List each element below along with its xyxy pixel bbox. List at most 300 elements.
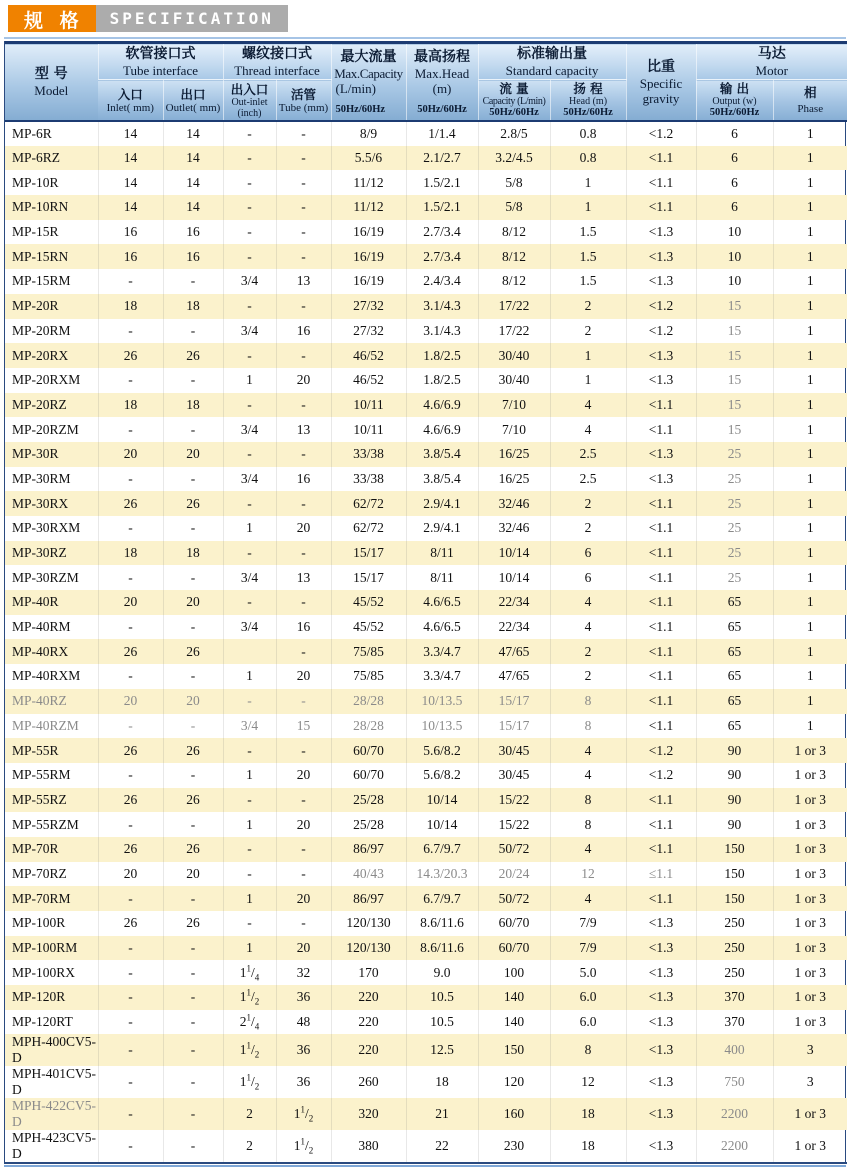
cell-gravity: <1.1 <box>626 837 696 862</box>
cell-tube: - <box>276 689 331 714</box>
cell-out-inlet: 3/4 <box>223 467 276 492</box>
cell-capacity: 30/45 <box>478 763 550 788</box>
cell-model: MP-6RZ <box>12 150 61 166</box>
cell-head: 6.0 <box>550 1010 626 1035</box>
cell-output: 10 <box>696 220 773 245</box>
cell-phase: 1 <box>773 516 847 541</box>
cell-max-capacity: 28/28 <box>331 689 406 714</box>
cell-tube: - <box>276 146 331 171</box>
cell-gravity: <1.3 <box>626 368 696 393</box>
cell-tube: 20 <box>276 763 331 788</box>
cell-phase: 3 <box>773 1066 847 1098</box>
cell-model: MP-40R <box>12 594 59 610</box>
section-title-bar <box>8 5 850 32</box>
cell-out-inlet: 3/4 <box>223 417 276 442</box>
cell-head: 4 <box>550 590 626 615</box>
cell-tube: 20 <box>276 664 331 689</box>
cell-tube: 13 <box>276 269 331 294</box>
cell-gravity: <1.1 <box>626 491 696 516</box>
cell-max-head: 10/14 <box>406 812 478 837</box>
cell-outlet: - <box>163 615 223 640</box>
cell-gravity: <1.3 <box>626 343 696 368</box>
cell-gravity: <1.3 <box>626 244 696 269</box>
cell-max-head: 5.6/8.2 <box>406 763 478 788</box>
cell-gravity: <1.1 <box>626 714 696 739</box>
cell-output: 25 <box>696 467 773 492</box>
cell-phase: 1 <box>773 689 847 714</box>
cell-inlet: - <box>98 319 163 344</box>
cell-model: MP-120RT <box>12 1014 73 1030</box>
cell-max-capacity: 10/11 <box>331 417 406 442</box>
cell-outlet: 14 <box>163 195 223 220</box>
table-row <box>5 862 847 887</box>
cell-max-head: 4.6/6.9 <box>406 417 478 442</box>
cell-tube: 20 <box>276 368 331 393</box>
cell-tube: - <box>276 738 331 763</box>
cell-model: MP-15RN <box>12 248 69 264</box>
cell-inlet: 26 <box>98 911 163 936</box>
cell-max-head: 10.5 <box>406 1010 478 1035</box>
cell-capacity: 16/25 <box>478 442 550 467</box>
table-row <box>5 195 847 220</box>
cell-tube: 36 <box>276 985 331 1010</box>
section-title-en: SPECIFICATION <box>96 5 288 32</box>
cell-outlet: - <box>163 985 223 1010</box>
cell-output: 15 <box>696 368 773 393</box>
cell-head: 0.8 <box>550 146 626 171</box>
cell-out-inlet: $1^1/_2$ <box>223 1066 276 1098</box>
cell-max-head: 10/14 <box>406 788 478 813</box>
cell-head: 4 <box>550 738 626 763</box>
cell-tube: - <box>276 195 331 220</box>
cell-tube: 20 <box>276 936 331 961</box>
cell-max-capacity: 25/28 <box>331 812 406 837</box>
cell-output: 65 <box>696 664 773 689</box>
table-row <box>5 220 847 245</box>
cell-outlet: - <box>163 812 223 837</box>
cell-max-capacity: 320 <box>331 1098 406 1130</box>
cell-gravity: <1.1 <box>626 664 696 689</box>
table-row <box>5 319 847 344</box>
cell-phase: 1 <box>773 615 847 640</box>
cell-gravity: <1.3 <box>626 1010 696 1035</box>
cell-gravity: <1.3 <box>626 220 696 245</box>
cell-max-head: 3.1/4.3 <box>406 294 478 319</box>
cell-capacity: 15/22 <box>478 788 550 813</box>
cell-max-head: 2.7/3.4 <box>406 220 478 245</box>
cell-inlet: 16 <box>98 220 163 245</box>
cell-model: MP-15R <box>12 224 59 240</box>
cell-out-inlet: 1 <box>223 763 276 788</box>
cell-output: 370 <box>696 1010 773 1035</box>
table-row <box>5 541 847 566</box>
cell-inlet: - <box>98 1034 163 1066</box>
cell-max-capacity: 45/52 <box>331 615 406 640</box>
cell-inlet: 16 <box>98 244 163 269</box>
cell-inlet: 20 <box>98 442 163 467</box>
cell-capacity: 10/14 <box>478 565 550 590</box>
cell-out-inlet: $2^1/_4$ <box>223 1010 276 1035</box>
cell-gravity: <1.1 <box>626 516 696 541</box>
cell-out-inlet: - <box>223 541 276 566</box>
cell-gravity: <1.1 <box>626 590 696 615</box>
cell-model: MP-30RXM <box>12 520 81 536</box>
table-row <box>5 146 847 171</box>
cell-outlet: - <box>163 714 223 739</box>
spec-table <box>5 41 847 1164</box>
cell-gravity: <1.1 <box>626 195 696 220</box>
cell-inlet: 20 <box>98 862 163 887</box>
cell-outlet: - <box>163 269 223 294</box>
cell-phase: 1 or 3 <box>773 837 847 862</box>
cell-outlet: 20 <box>163 590 223 615</box>
cell-phase: 1 <box>773 121 847 146</box>
cell-model: MP-30R <box>12 446 59 462</box>
cell-max-head: 3.3/4.7 <box>406 664 478 689</box>
table-row <box>5 886 847 911</box>
cell-phase: 1 <box>773 467 847 492</box>
cell-head: 2 <box>550 491 626 516</box>
cell-tube: 36 <box>276 1034 331 1066</box>
col-header-output: 输 出 Output (w) 50Hz/60Hz <box>696 80 773 122</box>
spec-table-header <box>5 43 847 122</box>
cell-tube: - <box>276 911 331 936</box>
col-group-standard-capacity: 标准输出量 Standard capacity <box>478 43 626 80</box>
cell-model: MP-20RZM <box>12 421 79 437</box>
cell-model: MP-6R <box>12 125 52 141</box>
cell-tube: $1^1/_2$ <box>276 1098 331 1130</box>
cell-max-head: 3.8/5.4 <box>406 442 478 467</box>
cell-out-inlet: - <box>223 195 276 220</box>
cell-out-inlet: - <box>223 491 276 516</box>
col-header-head: 扬 程 Head (m) 50Hz/60Hz <box>550 80 626 122</box>
cell-max-head: 21 <box>406 1098 478 1130</box>
cell-model: MP-20RZ <box>12 396 67 412</box>
cell-tube: - <box>276 590 331 615</box>
cell-output: 150 <box>696 886 773 911</box>
cell-capacity: 230 <box>478 1130 550 1163</box>
cell-max-capacity: 62/72 <box>331 516 406 541</box>
cell-max-capacity: 28/28 <box>331 714 406 739</box>
cell-inlet: - <box>98 714 163 739</box>
table-row <box>5 565 847 590</box>
cell-tube: - <box>276 788 331 813</box>
cell-out-inlet: - <box>223 590 276 615</box>
cell-outlet: - <box>163 1034 223 1066</box>
cell-max-head: 2.9/4.1 <box>406 491 478 516</box>
cell-head: 8 <box>550 788 626 813</box>
cell-head: 2.5 <box>550 442 626 467</box>
cell-phase: 1 or 3 <box>773 763 847 788</box>
cell-gravity: <1.3 <box>626 1034 696 1066</box>
cell-capacity: 22/34 <box>478 590 550 615</box>
cell-max-capacity: 15/17 <box>331 565 406 590</box>
cell-max-capacity: 33/38 <box>331 442 406 467</box>
cell-phase: 1 <box>773 639 847 664</box>
cell-outlet: 26 <box>163 491 223 516</box>
cell-gravity: <1.2 <box>626 319 696 344</box>
cell-output: 150 <box>696 862 773 887</box>
cell-output: 6 <box>696 170 773 195</box>
cell-inlet: - <box>98 1098 163 1130</box>
table-row <box>5 269 847 294</box>
cell-max-capacity: 11/12 <box>331 195 406 220</box>
cell-head: 8 <box>550 1034 626 1066</box>
cell-model: MP-30RM <box>12 470 71 486</box>
cell-out-inlet: - <box>223 121 276 146</box>
col-group-tube-interface: 软管接口式 Tube interface <box>98 43 223 80</box>
cell-max-capacity: 45/52 <box>331 590 406 615</box>
cell-gravity: <1.1 <box>626 788 696 813</box>
cell-inlet: - <box>98 1010 163 1035</box>
cell-gravity: <1.1 <box>626 170 696 195</box>
cell-tube: - <box>276 294 331 319</box>
cell-model: MP-30RZM <box>12 569 79 585</box>
cell-inlet: - <box>98 763 163 788</box>
cell-tube: - <box>276 541 331 566</box>
cell-max-head: 12.5 <box>406 1034 478 1066</box>
cell-out-inlet: 2 <box>223 1098 276 1130</box>
cell-max-capacity: 10/11 <box>331 393 406 418</box>
cell-model: MP-40RXM <box>12 668 81 684</box>
cell-inlet: 14 <box>98 121 163 146</box>
cell-inlet: - <box>98 1130 163 1163</box>
col-header-max-capacity: 最大流量 Max.Capacity (L/min) 50Hz/60Hz <box>331 43 406 122</box>
cell-out-inlet: - <box>223 294 276 319</box>
cell-output: 25 <box>696 565 773 590</box>
cell-outlet: - <box>163 936 223 961</box>
cell-max-capacity: 86/97 <box>331 886 406 911</box>
spec-table-body <box>5 121 847 1163</box>
cell-out-inlet: - <box>223 146 276 171</box>
col-header-outlet: 出口 Outlet( mm) <box>163 80 223 122</box>
cell-model: MP-70R <box>12 841 59 857</box>
cell-model: MP-20RM <box>12 322 71 338</box>
cell-outlet: 26 <box>163 639 223 664</box>
cell-output: 250 <box>696 936 773 961</box>
cell-outlet: - <box>163 516 223 541</box>
cell-head: 2 <box>550 639 626 664</box>
cell-tube: - <box>276 244 331 269</box>
cell-model: MP-40RZ <box>12 693 67 709</box>
table-row <box>5 393 847 418</box>
cell-capacity: 120 <box>478 1066 550 1098</box>
cell-model: MP-10RN <box>12 199 69 215</box>
cell-max-head: 8/11 <box>406 565 478 590</box>
col-header-phase: 相 Phase <box>773 80 847 122</box>
cell-head: 7/9 <box>550 911 626 936</box>
cell-max-capacity: 60/70 <box>331 738 406 763</box>
cell-max-head: 10.5 <box>406 985 478 1010</box>
cell-max-capacity: 16/19 <box>331 269 406 294</box>
cell-head: 4 <box>550 886 626 911</box>
cell-head: 12 <box>550 862 626 887</box>
cell-head: 1 <box>550 170 626 195</box>
cell-tube: 13 <box>276 417 331 442</box>
cell-head: 18 <box>550 1130 626 1163</box>
table-row <box>5 1034 847 1066</box>
cell-phase: 1 or 3 <box>773 936 847 961</box>
cell-capacity: 60/70 <box>478 911 550 936</box>
cell-capacity: 150 <box>478 1034 550 1066</box>
cell-out-inlet: 1 <box>223 664 276 689</box>
cell-capacity: 7/10 <box>478 393 550 418</box>
cell-head: 4 <box>550 763 626 788</box>
cell-phase: 1 or 3 <box>773 862 847 887</box>
cell-gravity: <1.3 <box>626 269 696 294</box>
cell-outlet: 14 <box>163 121 223 146</box>
cell-gravity: <1.3 <box>626 985 696 1010</box>
cell-max-head: 10/13.5 <box>406 714 478 739</box>
cell-phase: 1 <box>773 343 847 368</box>
cell-output: 90 <box>696 812 773 837</box>
cell-capacity: 17/22 <box>478 294 550 319</box>
cell-capacity: 20/24 <box>478 862 550 887</box>
cell-inlet: 26 <box>98 738 163 763</box>
cell-max-capacity: 220 <box>331 1034 406 1066</box>
cell-tube: 16 <box>276 467 331 492</box>
cell-out-inlet <box>223 639 276 664</box>
cell-phase: 1 <box>773 442 847 467</box>
cell-capacity: 22/34 <box>478 615 550 640</box>
cell-gravity: <1.1 <box>626 812 696 837</box>
cell-tube: - <box>276 121 331 146</box>
cell-max-capacity: 46/52 <box>331 368 406 393</box>
table-row <box>5 960 847 985</box>
cell-phase: 1 <box>773 368 847 393</box>
table-row <box>5 837 847 862</box>
cell-inlet: 26 <box>98 837 163 862</box>
cell-max-head: 22 <box>406 1130 478 1163</box>
cell-capacity: 140 <box>478 985 550 1010</box>
cell-out-inlet: 2 <box>223 1130 276 1163</box>
cell-phase: 1 <box>773 714 847 739</box>
cell-max-capacity: 120/130 <box>331 911 406 936</box>
cell-outlet: 18 <box>163 393 223 418</box>
cell-output: 250 <box>696 911 773 936</box>
cell-max-head: 4.6/6.9 <box>406 393 478 418</box>
cell-output: 65 <box>696 639 773 664</box>
cell-max-head: 1.5/2.1 <box>406 195 478 220</box>
cell-max-capacity: 25/28 <box>331 788 406 813</box>
cell-max-head: 3.8/5.4 <box>406 467 478 492</box>
cell-inlet: 26 <box>98 491 163 516</box>
cell-capacity: 8/12 <box>478 244 550 269</box>
cell-out-inlet: - <box>223 170 276 195</box>
cell-max-head: 6.7/9.7 <box>406 837 478 862</box>
cell-tube: 13 <box>276 565 331 590</box>
table-row <box>5 417 847 442</box>
cell-head: 12 <box>550 1066 626 1098</box>
cell-phase: 1 or 3 <box>773 1010 847 1035</box>
cell-inlet: 18 <box>98 393 163 418</box>
cell-output: 25 <box>696 442 773 467</box>
cell-capacity: 30/40 <box>478 343 550 368</box>
cell-outlet: - <box>163 467 223 492</box>
cell-model: MPH-422CV5-D <box>12 1098 97 1130</box>
cell-model: MP-120R <box>12 989 66 1005</box>
cell-inlet: - <box>98 1066 163 1098</box>
cell-tube: 15 <box>276 714 331 739</box>
cell-phase: 1 <box>773 417 847 442</box>
table-row <box>5 294 847 319</box>
table-row <box>5 714 847 739</box>
cell-capacity: 30/40 <box>478 368 550 393</box>
cell-model: MP-100RM <box>12 940 78 956</box>
cell-outlet: - <box>163 565 223 590</box>
cell-inlet: - <box>98 936 163 961</box>
cell-outlet: - <box>163 417 223 442</box>
cell-outlet: 26 <box>163 343 223 368</box>
cell-max-head: 2.7/3.4 <box>406 244 478 269</box>
cell-outlet: 26 <box>163 911 223 936</box>
cell-phase: 1 or 3 <box>773 788 847 813</box>
cell-inlet: 26 <box>98 639 163 664</box>
table-row <box>5 936 847 961</box>
cell-head: 4 <box>550 615 626 640</box>
cell-phase: 1 <box>773 393 847 418</box>
cell-inlet: - <box>98 516 163 541</box>
cell-outlet: 26 <box>163 788 223 813</box>
cell-capacity: 30/45 <box>478 738 550 763</box>
cell-phase: 1 or 3 <box>773 985 847 1010</box>
cell-phase: 1 <box>773 170 847 195</box>
cell-outlet: - <box>163 763 223 788</box>
cell-inlet: 26 <box>98 788 163 813</box>
cell-outlet: 20 <box>163 862 223 887</box>
cell-max-capacity: 16/19 <box>331 244 406 269</box>
cell-model: MP-55RZ <box>12 791 67 807</box>
cell-gravity: <1.1 <box>626 417 696 442</box>
cell-tube: $1^1/_2$ <box>276 1130 331 1163</box>
cell-out-inlet: $1^1/_2$ <box>223 985 276 1010</box>
table-row <box>5 812 847 837</box>
cell-tube: - <box>276 170 331 195</box>
table-row <box>5 689 847 714</box>
cell-output: 2200 <box>696 1098 773 1130</box>
cell-model: MP-15RM <box>12 273 71 289</box>
cell-capacity: 7/10 <box>478 417 550 442</box>
cell-outlet: 16 <box>163 244 223 269</box>
cell-gravity: <1.1 <box>626 689 696 714</box>
cell-out-inlet: 3/4 <box>223 319 276 344</box>
cell-max-capacity: 170 <box>331 960 406 985</box>
cell-head: 2 <box>550 664 626 689</box>
cell-outlet: - <box>163 1098 223 1130</box>
cell-model: MP-55RZM <box>12 816 79 832</box>
cell-output: 25 <box>696 516 773 541</box>
cell-head: 6 <box>550 541 626 566</box>
cell-tube: - <box>276 491 331 516</box>
table-row <box>5 985 847 1010</box>
cell-inlet: 20 <box>98 689 163 714</box>
cell-out-inlet: 3/4 <box>223 615 276 640</box>
cell-max-head: 4.6/6.5 <box>406 615 478 640</box>
cell-capacity: 15/17 <box>478 689 550 714</box>
cell-model: MP-55RM <box>12 767 71 783</box>
cell-capacity: 3.2/4.5 <box>478 146 550 171</box>
cell-model: MP-100R <box>12 915 66 931</box>
cell-inlet: - <box>98 269 163 294</box>
cell-phase: 1 <box>773 541 847 566</box>
col-header-capacity: 流 量 Capacity (L/min) 50Hz/60Hz <box>478 80 550 122</box>
cell-gravity: <1.3 <box>626 1066 696 1098</box>
cell-outlet: - <box>163 886 223 911</box>
cell-outlet: 20 <box>163 689 223 714</box>
cell-outlet: - <box>163 319 223 344</box>
cell-out-inlet: - <box>223 862 276 887</box>
cell-model: MP-70RZ <box>12 865 67 881</box>
